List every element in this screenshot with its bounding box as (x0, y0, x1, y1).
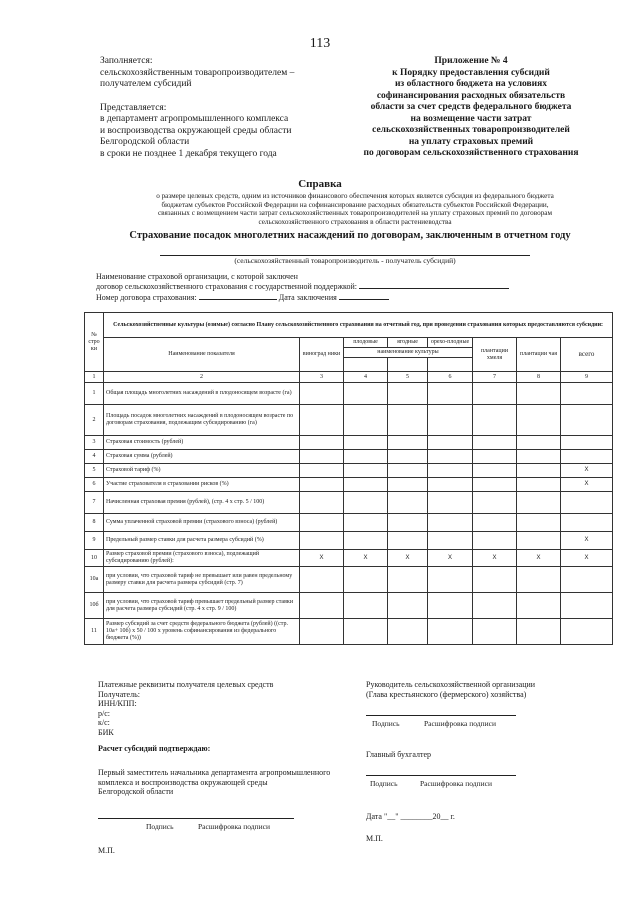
payment-field-corr-account[interactable]: к/с: (98, 718, 110, 728)
value-cell[interactable] (388, 532, 428, 550)
row-number: 2 (85, 405, 104, 436)
value-cell[interactable] (428, 532, 473, 550)
column-number: 5 (388, 372, 428, 383)
column-number: 2 (104, 372, 300, 383)
value-cell[interactable] (300, 383, 344, 405)
deputy-title (98, 768, 368, 797)
row-indicator-label: Участие страхователя в страховании рисков (%) (104, 478, 300, 492)
row-indicator-label: Размер субсидий за счет средств федерального бюджета (рублей) ((стр. 10а+ 10б) х 50 / 100 х уровень софинансирования из федерального бюджета (%)) (104, 619, 300, 645)
value-cell[interactable] (344, 450, 388, 464)
value-cell[interactable] (428, 405, 473, 436)
head-signature-label: Подпись (372, 719, 400, 728)
value-cell[interactable] (344, 405, 388, 436)
row-number: 10а (85, 567, 104, 593)
value-cell[interactable] (388, 514, 428, 532)
column-number: 9 (561, 372, 613, 383)
value-cell[interactable] (473, 514, 517, 532)
table-row (85, 383, 613, 405)
value-cell[interactable] (388, 464, 428, 478)
head-title-line-1: Руководитель сельскохозяйственной организации (366, 680, 536, 689)
value-cell[interactable] (344, 464, 388, 478)
value-cell[interactable] (517, 567, 561, 593)
value-cell[interactable] (300, 450, 344, 464)
value-cell[interactable] (300, 567, 344, 593)
deputy-signature-line[interactable] (98, 817, 294, 819)
row-number: 10б (85, 593, 104, 619)
appendix-line: Приложение № 4 (434, 56, 508, 66)
value-cell[interactable] (473, 567, 517, 593)
payment-title: Платежные реквизиты получателя целевых средств (98, 680, 274, 689)
culture-name-cell[interactable] (388, 358, 428, 372)
appendix-header (340, 56, 602, 160)
value-cell[interactable] (344, 383, 388, 405)
value-cell[interactable] (473, 450, 517, 464)
document-title: Справка (298, 178, 342, 190)
header-nut: орехо-плодные (428, 338, 473, 348)
culture-name-cell[interactable] (344, 358, 388, 372)
value-cell[interactable] (344, 532, 388, 550)
culture-name-cell[interactable] (428, 358, 473, 372)
head-signature-line[interactable] (366, 714, 516, 716)
head-decode-label: Расшифровка подписи (424, 719, 496, 728)
value-cell[interactable] (300, 619, 344, 645)
value-cell[interactable] (428, 464, 473, 478)
submitted-line: в сроки не позднее 1 декабря текущего года (100, 148, 277, 159)
row-indicator-label: Страховая сумма (рублей) (104, 450, 300, 464)
value-cell[interactable] (428, 567, 473, 593)
value-cell[interactable] (388, 383, 428, 405)
insurer-line-2: договор сельскохозяйственного страхования с государственной поддержкой: (96, 282, 358, 292)
value-cell[interactable] (561, 567, 613, 593)
value-cell[interactable] (344, 567, 388, 593)
value-cell[interactable] (428, 478, 473, 492)
head-title (366, 680, 616, 699)
row-indicator-label: Страховая стоимость (рублей) (104, 436, 300, 450)
appendix-line: на возмещение части затрат (410, 113, 532, 124)
description-line: бюджетам субъектов Российской Федерации на софинансирование расходных обязательств субъектов Российской Федерации, (161, 200, 549, 209)
head-title-line-2: (Глава крестьянского (фермерского) хозяйства) (366, 689, 527, 699)
left-header (100, 56, 340, 160)
accountant-decode-label: Расшифровка подписи (420, 779, 492, 788)
header-berry: ягодные (388, 338, 428, 348)
date-field[interactable]: Дата "__" ________20__ г. (366, 812, 455, 821)
table-body (85, 383, 613, 645)
column-number: 8 (517, 372, 561, 383)
chief-accountant-title: Главный бухгалтер (366, 750, 431, 759)
value-cell[interactable] (344, 514, 388, 532)
value-cell[interactable] (344, 492, 388, 514)
insurer-block (96, 272, 616, 302)
value-cell[interactable] (428, 450, 473, 464)
row-number: 11 (85, 619, 104, 645)
value-cell[interactable] (473, 405, 517, 436)
submitted-line: в департамент агропромышленного комплекса (100, 114, 289, 124)
value-cell[interactable] (561, 450, 613, 464)
deputy-decode-label: Расшифровка подписи (198, 822, 270, 831)
table-row (85, 550, 613, 567)
value-cell[interactable] (517, 492, 561, 514)
table-row (85, 593, 613, 619)
value-cell[interactable] (300, 464, 344, 478)
header-cultures: Сельскохозяйственные культуры (озимые) согласно Плану сельскохозяйственного страхования на отчетный год, при проведении страхования которых предоставляются субсидии: (104, 313, 613, 338)
contract-date-field[interactable] (339, 292, 389, 300)
not-applicable-mark: X (561, 550, 613, 567)
value-cell[interactable] (517, 383, 561, 405)
appendix-line: области за счет средств федерального бюджета (370, 102, 572, 112)
payment-field-account[interactable]: р/с: (98, 708, 110, 718)
submitted-line: Белгородской области (100, 137, 190, 147)
row-indicator-label: Размер страховой премии (страхового взноса), подлежащий субсидированию (рублей): (104, 550, 300, 567)
value-cell[interactable] (388, 567, 428, 593)
value-cell[interactable] (517, 619, 561, 645)
value-cell[interactable] (344, 619, 388, 645)
value-cell[interactable] (388, 405, 428, 436)
value-cell[interactable] (388, 593, 428, 619)
row-number: 1 (85, 383, 104, 405)
confirm-title: Расчет субсидий подтверждаю: (98, 744, 211, 753)
not-applicable-mark: X (473, 550, 517, 567)
value-cell[interactable] (561, 436, 613, 450)
row-indicator-label: Страховой тариф (%) (104, 464, 300, 478)
header-row-number: № стро ки (85, 313, 104, 372)
row-number: 9 (85, 532, 104, 550)
not-applicable-mark: X (388, 550, 428, 567)
not-applicable-mark: X (561, 464, 613, 478)
value-cell[interactable] (517, 478, 561, 492)
value-cell[interactable] (300, 593, 344, 619)
not-applicable-mark: X (344, 550, 388, 567)
value-cell[interactable] (388, 619, 428, 645)
value-cell[interactable] (561, 514, 613, 532)
value-cell[interactable] (517, 593, 561, 619)
header-vineyards: виноград ники (300, 338, 344, 372)
contract-number-label: Номер договора страхования: (96, 292, 197, 302)
recipient-caption: (сельскохозяйственный товаропроизводитель - получатель субсидий) (234, 256, 456, 265)
appendix-line: по договорам сельскохозяйственного страхования (363, 148, 579, 158)
value-cell[interactable] (428, 436, 473, 450)
stamp-left: М.П. (98, 846, 115, 855)
table-row (85, 478, 613, 492)
filled-line: сельскохозяйственным товаропроизводителем – (100, 67, 295, 78)
not-applicable-mark: X (561, 478, 613, 492)
value-cell[interactable] (344, 593, 388, 619)
row-number: 5 (85, 464, 104, 478)
value-cell[interactable] (300, 436, 344, 450)
subsidy-table (84, 312, 613, 645)
header-hops: плантации хмеля (473, 338, 517, 372)
table-row (85, 436, 613, 450)
column-number: 7 (473, 372, 517, 383)
not-applicable-mark: X (561, 532, 613, 550)
value-cell[interactable] (517, 464, 561, 478)
column-number: 3 (300, 372, 344, 383)
value-cell[interactable] (388, 450, 428, 464)
payment-field-bik[interactable]: БИК (98, 727, 114, 737)
header-total: всего (561, 338, 613, 372)
value-cell[interactable] (388, 492, 428, 514)
value-cell[interactable] (517, 450, 561, 464)
value-cell[interactable] (561, 593, 613, 619)
column-number: 1 (85, 372, 104, 383)
row-indicator-label: Начисленная страховая премия (рублей), (стр. 4 х стр. 5 / 100) (104, 492, 300, 514)
description-line: о размере целевых средств, одним из источников финансового обеспечения которых является субсидия из федерального бюджета (156, 192, 554, 200)
value-cell[interactable] (344, 478, 388, 492)
table-row (85, 532, 613, 550)
value-cell[interactable] (388, 436, 428, 450)
row-number: 7 (85, 492, 104, 514)
contract-date-label: Дата заключения (278, 292, 337, 302)
appendix-line: софинансирования расходных обязательств (376, 90, 566, 101)
header-fruit: плодовые (344, 338, 388, 348)
value-cell[interactable] (561, 619, 613, 645)
row-indicator-label: Общая площадь многолетних насаждений в плодоносящем возрасте (га) (104, 383, 300, 405)
not-applicable-mark: X (300, 550, 344, 567)
filled-title: Заполняется: (100, 56, 153, 66)
row-number: 6 (85, 478, 104, 492)
appendix-line: к Порядку предоставления субсидий (392, 67, 550, 78)
appendix-line: из областного бюджета на условиях (394, 79, 548, 89)
value-cell[interactable] (300, 514, 344, 532)
table-row (85, 514, 613, 532)
filled-line: получателем субсидий (100, 79, 192, 89)
value-cell[interactable] (517, 405, 561, 436)
table-row (85, 619, 613, 645)
payment-block (98, 680, 338, 738)
table-row (85, 492, 613, 514)
value-cell[interactable] (473, 464, 517, 478)
accountant-signature-label: Подпись (370, 779, 398, 788)
table-row (85, 567, 613, 593)
contract-number-field[interactable] (199, 292, 277, 300)
appendix-line: сельскохозяйственных товаропроизводителей (372, 125, 570, 135)
document-subtitle: Страхование посадок многолетних насаждений по договорам, заключенным в отчетном году (129, 230, 571, 241)
row-indicator-label: при условии, что страховой тариф превышает предельный размер ставки для расчета размера субсидий (стр. 4 х стр. 9 / 100) (104, 593, 300, 619)
header-culture-name: наименование культуры (344, 348, 473, 358)
value-cell[interactable] (561, 405, 613, 436)
row-indicator-label: при условии, что страховой тариф не превышает или равен предельному размеру ставки для расчета размера субсидий (стр. 7) (104, 567, 300, 593)
value-cell[interactable] (517, 514, 561, 532)
description-line: сельскохозяйственного страхования в области растениеводства (258, 217, 452, 226)
value-cell[interactable] (473, 478, 517, 492)
value-cell[interactable] (473, 619, 517, 645)
value-cell[interactable] (428, 492, 473, 514)
value-cell[interactable] (428, 383, 473, 405)
value-cell[interactable] (517, 532, 561, 550)
row-indicator-label: Сумма уплаченной страховой премии (страхового взноса) (рублей) (104, 514, 300, 532)
value-cell[interactable] (473, 492, 517, 514)
value-cell[interactable] (473, 436, 517, 450)
deputy-line: комплекса и воспроизводства окружающей среды (98, 777, 268, 787)
row-indicator-label: Площадь посадок многолетних насаждений в плодоносящем возрасте по договорам страхования, подлежащим субсидированию (га) (104, 405, 300, 436)
deputy-line: Белгородской области (98, 787, 174, 797)
row-number: 4 (85, 450, 104, 464)
value-cell[interactable] (517, 436, 561, 450)
appendix-line: на уплату страховых премий (408, 136, 534, 147)
column-number: 6 (428, 372, 473, 383)
row-indicator-label: Предельный размер ставки для расчета размера субсидий (%) (104, 532, 300, 550)
value-cell[interactable] (473, 383, 517, 405)
value-cell[interactable] (428, 619, 473, 645)
row-number: 10 (85, 550, 104, 567)
not-applicable-mark: X (428, 550, 473, 567)
deputy-line: Первый заместитель начальника департамента агропромышленного (98, 768, 331, 777)
value-cell[interactable] (300, 492, 344, 514)
accountant-signature-line[interactable] (366, 774, 516, 776)
table-row (85, 450, 613, 464)
table-row (85, 464, 613, 478)
description-line: связанных с возмещением части затрат сельскохозяйственных товаропроизводителей на уплату страховых премий по договорам (157, 209, 553, 218)
column-number: 4 (344, 372, 388, 383)
insurer-line-1: Наименование страховой организации, с которой заключен (96, 272, 298, 281)
value-cell[interactable] (388, 478, 428, 492)
value-cell[interactable] (428, 514, 473, 532)
document-description (105, 192, 605, 226)
row-number: 8 (85, 514, 104, 532)
value-cell[interactable] (473, 532, 517, 550)
header-tea: плантации чая (517, 338, 561, 372)
stamp-right: М.П. (366, 834, 383, 843)
submitted-title: Представляется: (100, 102, 167, 113)
page-number: 113 (309, 36, 331, 51)
value-cell[interactable] (300, 478, 344, 492)
header-indicator: Наименование показателя (104, 338, 300, 372)
value-cell[interactable] (428, 593, 473, 619)
column-numbers-row (85, 372, 613, 383)
payment-field-recipient[interactable]: Получатель: (98, 689, 140, 699)
value-cell[interactable] (344, 436, 388, 450)
value-cell[interactable] (561, 492, 613, 514)
value-cell[interactable] (473, 593, 517, 619)
value-cell[interactable] (300, 532, 344, 550)
row-number: 3 (85, 436, 104, 450)
value-cell[interactable] (300, 405, 344, 436)
deputy-signature-label: Подпись (146, 822, 174, 831)
table-row (85, 405, 613, 436)
payment-field-inn[interactable]: ИНН/КПП: (98, 699, 137, 709)
submitted-line: и воспроизводства окружающей среды области (100, 125, 292, 136)
not-applicable-mark: X (517, 550, 561, 567)
insurer-name-field[interactable] (359, 281, 509, 289)
value-cell[interactable] (561, 383, 613, 405)
